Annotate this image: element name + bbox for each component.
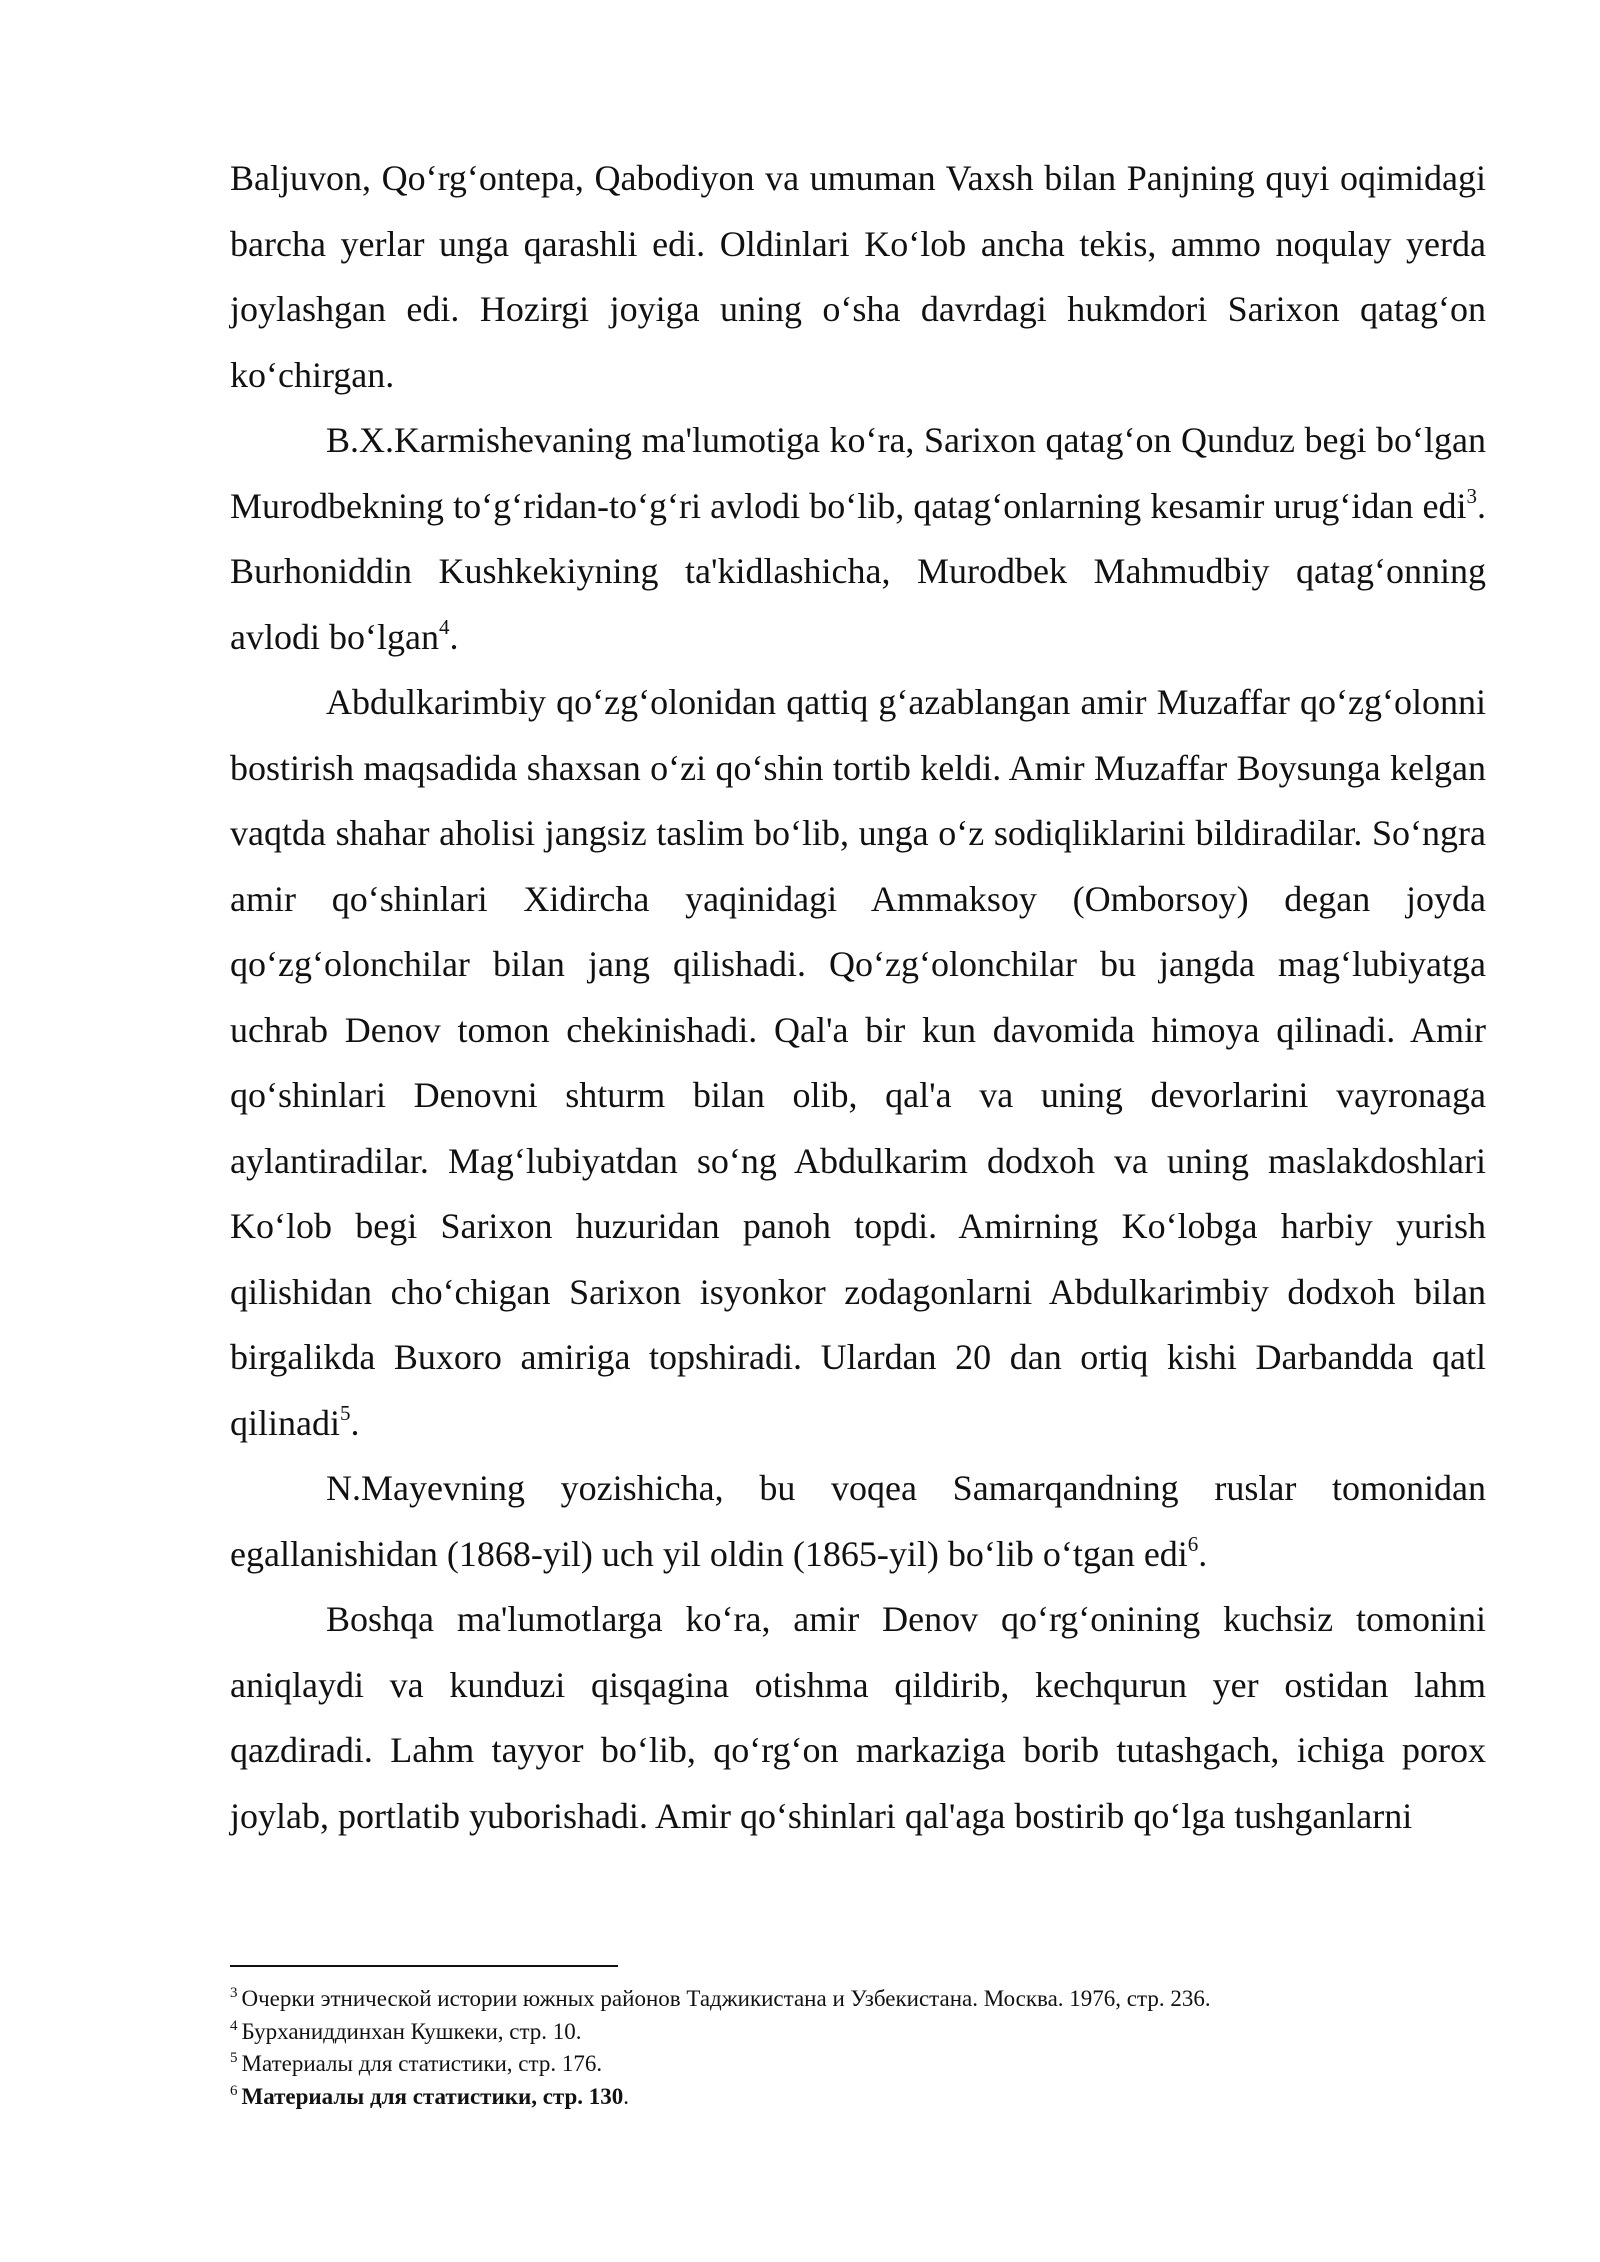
paragraph-text: Boshqa ma'lumotlarga ko‘ra, amir Denov qo‘rg‘onining kuchsiz tomonini aniqlaydi va kunduzi qisqagina otishma qildirib, kechqurun yer ostidan lahm qazdiradi. Lahm tayyor bo‘lib, qo‘rg‘on markaziga borib tutashgach, ichiga porox joylab, portlatib yuborishadi. Amir qo‘shinlari qal'aga bostirib qo‘lga tushganlarni [230, 1599, 1486, 1836]
paragraph-text: Baljuvon, Qo‘rg‘ontepa, Qabodiyon va umuman Vaxsh bilan Panjning quyi oqimidagi barcha yerlar unga qarashli edi. Oldinlari Ko‘lob ancha tekis, ammo noqulay yerda joylashgan edi. Hozirgi joyiga uning o‘sha davrdagi hukmdori Sarixon qatag‘on ko‘chirgan. [230, 158, 1486, 395]
footnote-ref-3[interactable]: 3 [1466, 483, 1477, 508]
paragraph-text: Abdulkarimbiy qo‘zg‘olonidan qattiq g‘azablangan amir Muzaffar qo‘zg‘olonni bostirish maqsadida shaxsan o‘zi qo‘shin tortib keldi. Amir Muzaffar Boysunga kelgan vaqtda shahar aholisi jangsiz taslim bo‘lib, unga o‘z sodiqliklarini bildiradilar. So‘ngra amir qo‘shinlari Xidircha yaqinidagi Ammaksoy (Omborsoy) degan joyda qo‘zg‘olonchilar bilan jang qilishadi. Qo‘zg‘olonchilar bu jangda mag‘lubiyatga uchrab Denov tomon chekinishadi. Qal'a bir kun davomida himoya qilinadi. Amir qo‘shinlari Denovni shturm bilan olib, qal'a va uning devorlarini vayronaga aylantiradilar. Mag‘lubiyatdan so‘ng Abdulkarim dodxoh va uning maslakdoshlari Ko‘lob begi Sarixon huzuridan panoh topdi. Amirning Ko‘lobga harbiy yurish qilishidan cho‘chigan Sarixon isyonkor zodagonlarni Abdulkarimbiy dodxoh bilan birgalikda Buxoro amiriga topshiradi. Ulardan 20 dan ortiq kishi Darbandda qatl qilinadi [230, 682, 1486, 1443]
paragraph-2 [230, 408, 1486, 670]
body-text [230, 146, 1486, 1849]
paragraph-text: . [449, 616, 459, 657]
footnote-6 [230, 2081, 1486, 2114]
footnote-3 [230, 1983, 1486, 2016]
footnote-ref-6[interactable]: 6 [1187, 1531, 1199, 1556]
footnote-number: 4 [230, 2017, 238, 2034]
paragraph-5 [230, 1587, 1486, 1849]
footnote-4 [230, 2016, 1486, 2049]
footnote-ref-4[interactable]: 4 [438, 614, 450, 639]
paragraph-4 [230, 1456, 1486, 1587]
paragraph-text: B.X.Karmishevaning ma'lumotiga ko‘ra, Sarixon qatag‘on Qunduz begi bo‘lgan Murodbekning to‘g‘ridan-to‘g‘ri avlodi bo‘lib, qatag‘onlarning kesamir urug‘idan edi [230, 420, 1486, 526]
paragraph-text: N.Mayevning yozishicha, bu voqea Samarqandning ruslar tomonidan egallanishidan (1868-yil) uch yil oldin (1865-yil) bo‘lib o‘tgan edi [230, 1468, 1486, 1574]
footnote-ref-5[interactable]: 5 [340, 1400, 351, 1425]
paragraph-1 [230, 146, 1486, 408]
footnote-number: 3 [230, 1985, 238, 2002]
footnote-tail: . [623, 2083, 630, 2109]
footnote-text: Бурханиддинхан Кушкеки, стр. 10. [241, 2018, 582, 2044]
paragraph-text: . Burhoniddin Kushkekiyning ta'kidlashicha, Murodbek Mahmudbiy qatag‘onning avlodi bo‘lgan [230, 485, 1486, 657]
footnote-text: Очерки этнической истории южных районов Таджикистана и Узбекистана. Москва. 1976, стр. 236. [241, 1986, 1211, 2011]
footnote-text: Материалы для статистики, стр. 130 [241, 2083, 624, 2109]
footnotes [230, 1983, 1486, 2113]
footnote-text: Материалы для статистики, стр. 176. [241, 2051, 603, 2076]
footnote-number: 5 [230, 2050, 238, 2067]
paragraph-3 [230, 670, 1486, 1456]
footnote-5 [230, 2048, 1486, 2081]
footnote-number: 6 [230, 2082, 238, 2099]
footnote-separator [230, 1965, 618, 1967]
paragraph-text: . [350, 1402, 360, 1443]
paragraph-text: . [1198, 1533, 1208, 1574]
